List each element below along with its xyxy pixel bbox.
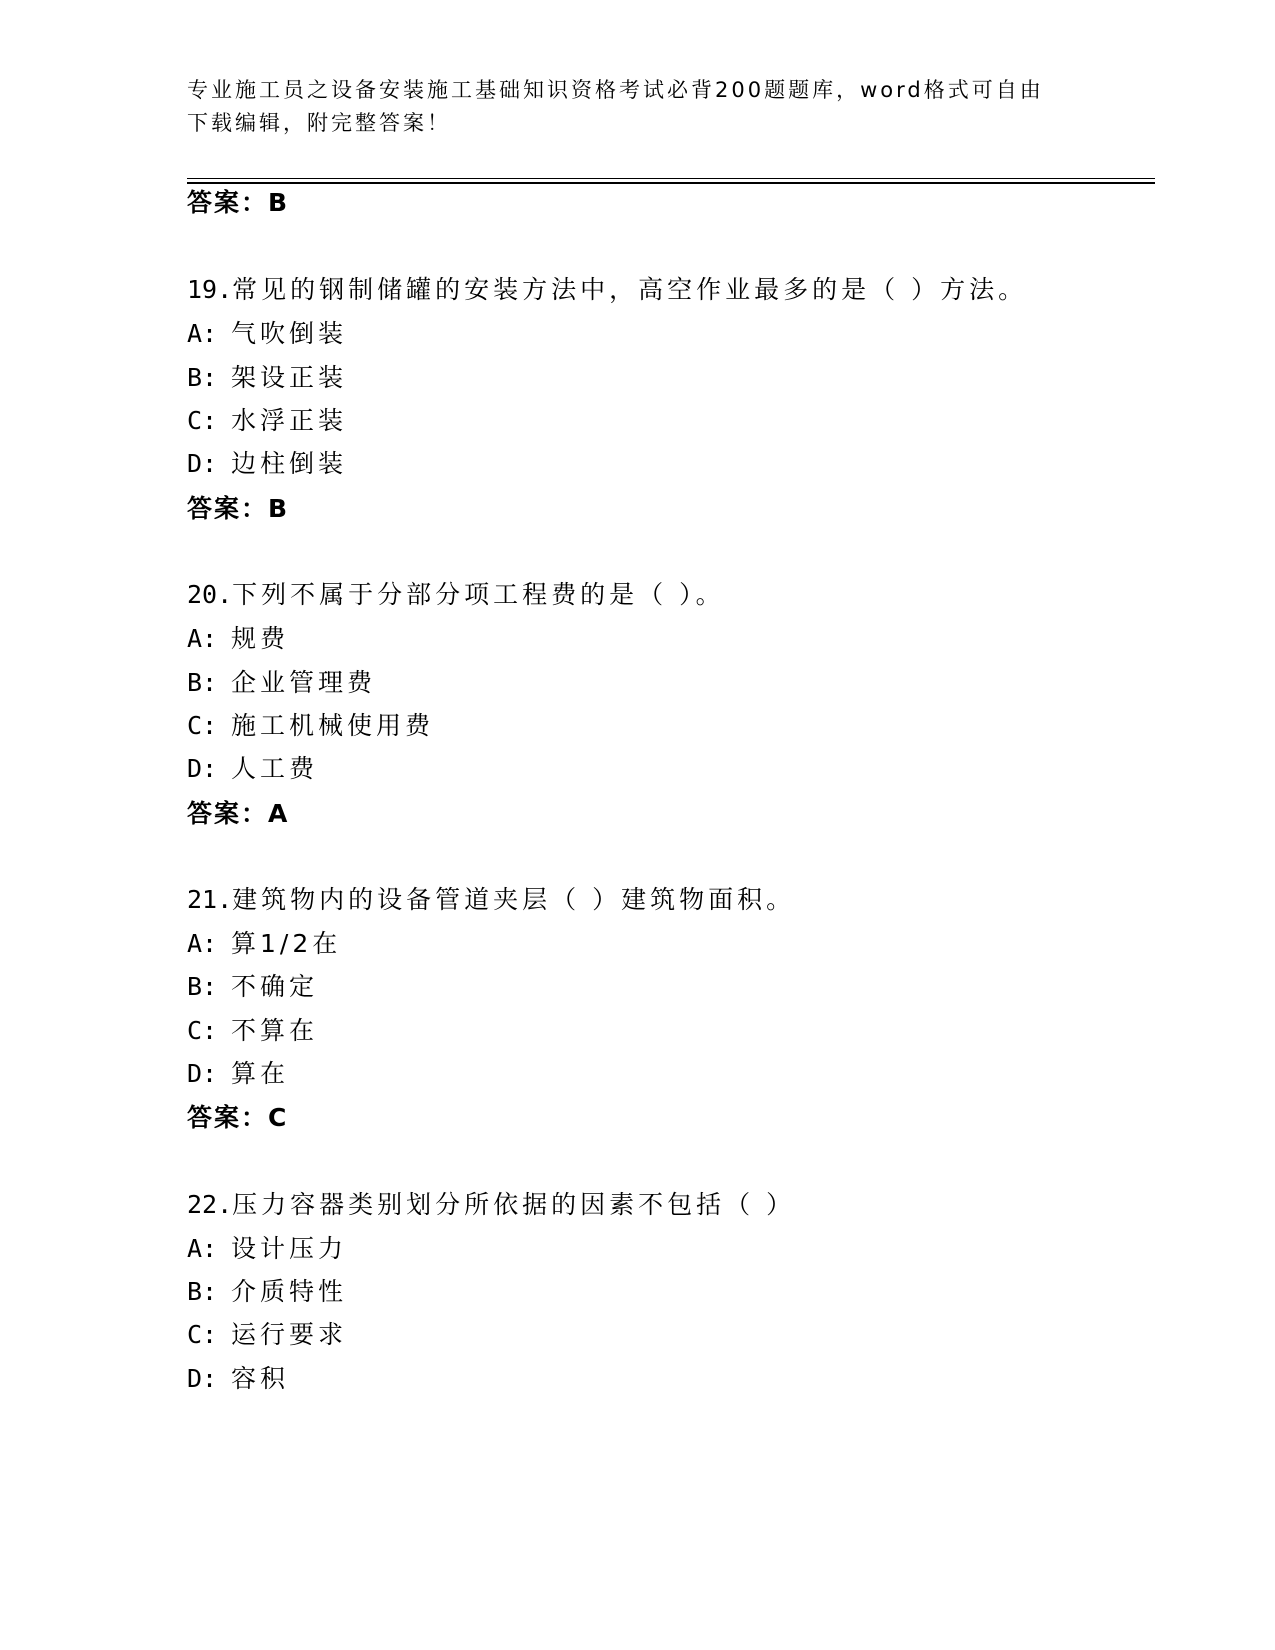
option-b xyxy=(187,668,376,698)
option-letter: B: xyxy=(187,972,218,1001)
option-text: 容积 xyxy=(231,1364,290,1393)
header-line-2: 下载编辑，附完整答案！ xyxy=(187,111,451,135)
answer-line: 答案：C xyxy=(187,1103,289,1132)
option-letter: A: xyxy=(187,1234,218,1263)
option-a xyxy=(187,319,347,349)
header-divider-thick xyxy=(187,182,1155,184)
option-a xyxy=(187,624,289,654)
option-letter: B: xyxy=(187,668,218,697)
option-d xyxy=(187,1059,289,1089)
question-number: 22. xyxy=(187,1190,233,1219)
option-letter: A: xyxy=(187,624,218,653)
question-text: 压力容器类别划分所依据的因素不包括（ ） xyxy=(232,1190,796,1219)
option-text: 人工费 xyxy=(231,754,319,783)
question-number: 19. xyxy=(187,275,233,304)
option-letter: A: xyxy=(187,319,218,348)
option-text: 算1/2在 xyxy=(231,929,342,958)
answer-line: 答案：B xyxy=(187,188,290,217)
question-text: 建筑物内的设备管道夹层（ ）建筑物面积。 xyxy=(232,885,796,914)
question-number: 20. xyxy=(187,580,233,609)
option-letter: D: xyxy=(187,1364,218,1393)
option-letter: B: xyxy=(187,1277,218,1306)
option-d xyxy=(187,449,347,479)
option-letter: C: xyxy=(187,1320,218,1349)
option-letter: A: xyxy=(187,929,218,958)
question-text: 常见的钢制储罐的安装方法中，高空作业最多的是（ ）方法。 xyxy=(232,275,1028,304)
option-letter: B: xyxy=(187,363,218,392)
question-22 xyxy=(187,1190,795,1220)
question-text: 下列不属于分部分项工程费的是（ ）。 xyxy=(232,580,725,609)
option-text: 设计压力 xyxy=(231,1234,348,1263)
option-letter: D: xyxy=(187,1059,218,1088)
question-21 xyxy=(187,885,795,915)
option-text: 运行要求 xyxy=(231,1320,348,1349)
option-text: 施工机械使用费 xyxy=(231,711,435,740)
option-a xyxy=(187,929,341,959)
option-text: 气吹倒装 xyxy=(231,319,348,348)
option-text: 水浮正装 xyxy=(231,406,348,435)
question-number: 21. xyxy=(187,885,233,914)
option-a xyxy=(187,1234,347,1264)
option-d xyxy=(187,1364,289,1394)
option-letter: D: xyxy=(187,754,218,783)
option-d xyxy=(187,754,318,784)
option-text: 架设正装 xyxy=(231,363,348,392)
option-text: 介质特性 xyxy=(231,1277,348,1306)
document-header xyxy=(187,74,1067,140)
option-letter: C: xyxy=(187,711,218,740)
option-c xyxy=(187,711,434,741)
option-text: 不确定 xyxy=(231,972,319,1001)
question-20 xyxy=(187,580,725,610)
option-text: 不算在 xyxy=(231,1016,319,1045)
option-b xyxy=(187,972,318,1002)
option-text: 算在 xyxy=(231,1059,290,1088)
option-c xyxy=(187,1320,347,1350)
option-b xyxy=(187,363,347,393)
option-c xyxy=(187,406,347,436)
option-letter: C: xyxy=(187,1016,218,1045)
option-text: 边柱倒装 xyxy=(231,449,348,478)
option-b xyxy=(187,1277,347,1307)
option-letter: C: xyxy=(187,406,218,435)
option-text: 企业管理费 xyxy=(231,668,377,697)
question-19 xyxy=(187,275,1027,305)
header-divider-thin xyxy=(187,178,1155,179)
option-text: 规费 xyxy=(231,624,290,653)
answer-line: 答案：A xyxy=(187,799,290,828)
header-line-1: 专业施工员之设备安装施工基础知识资格考试必背200题题库，word格式可自由 xyxy=(187,78,1044,102)
option-c xyxy=(187,1016,318,1046)
answer-line: 答案：B xyxy=(187,494,290,523)
option-letter: D: xyxy=(187,449,218,478)
